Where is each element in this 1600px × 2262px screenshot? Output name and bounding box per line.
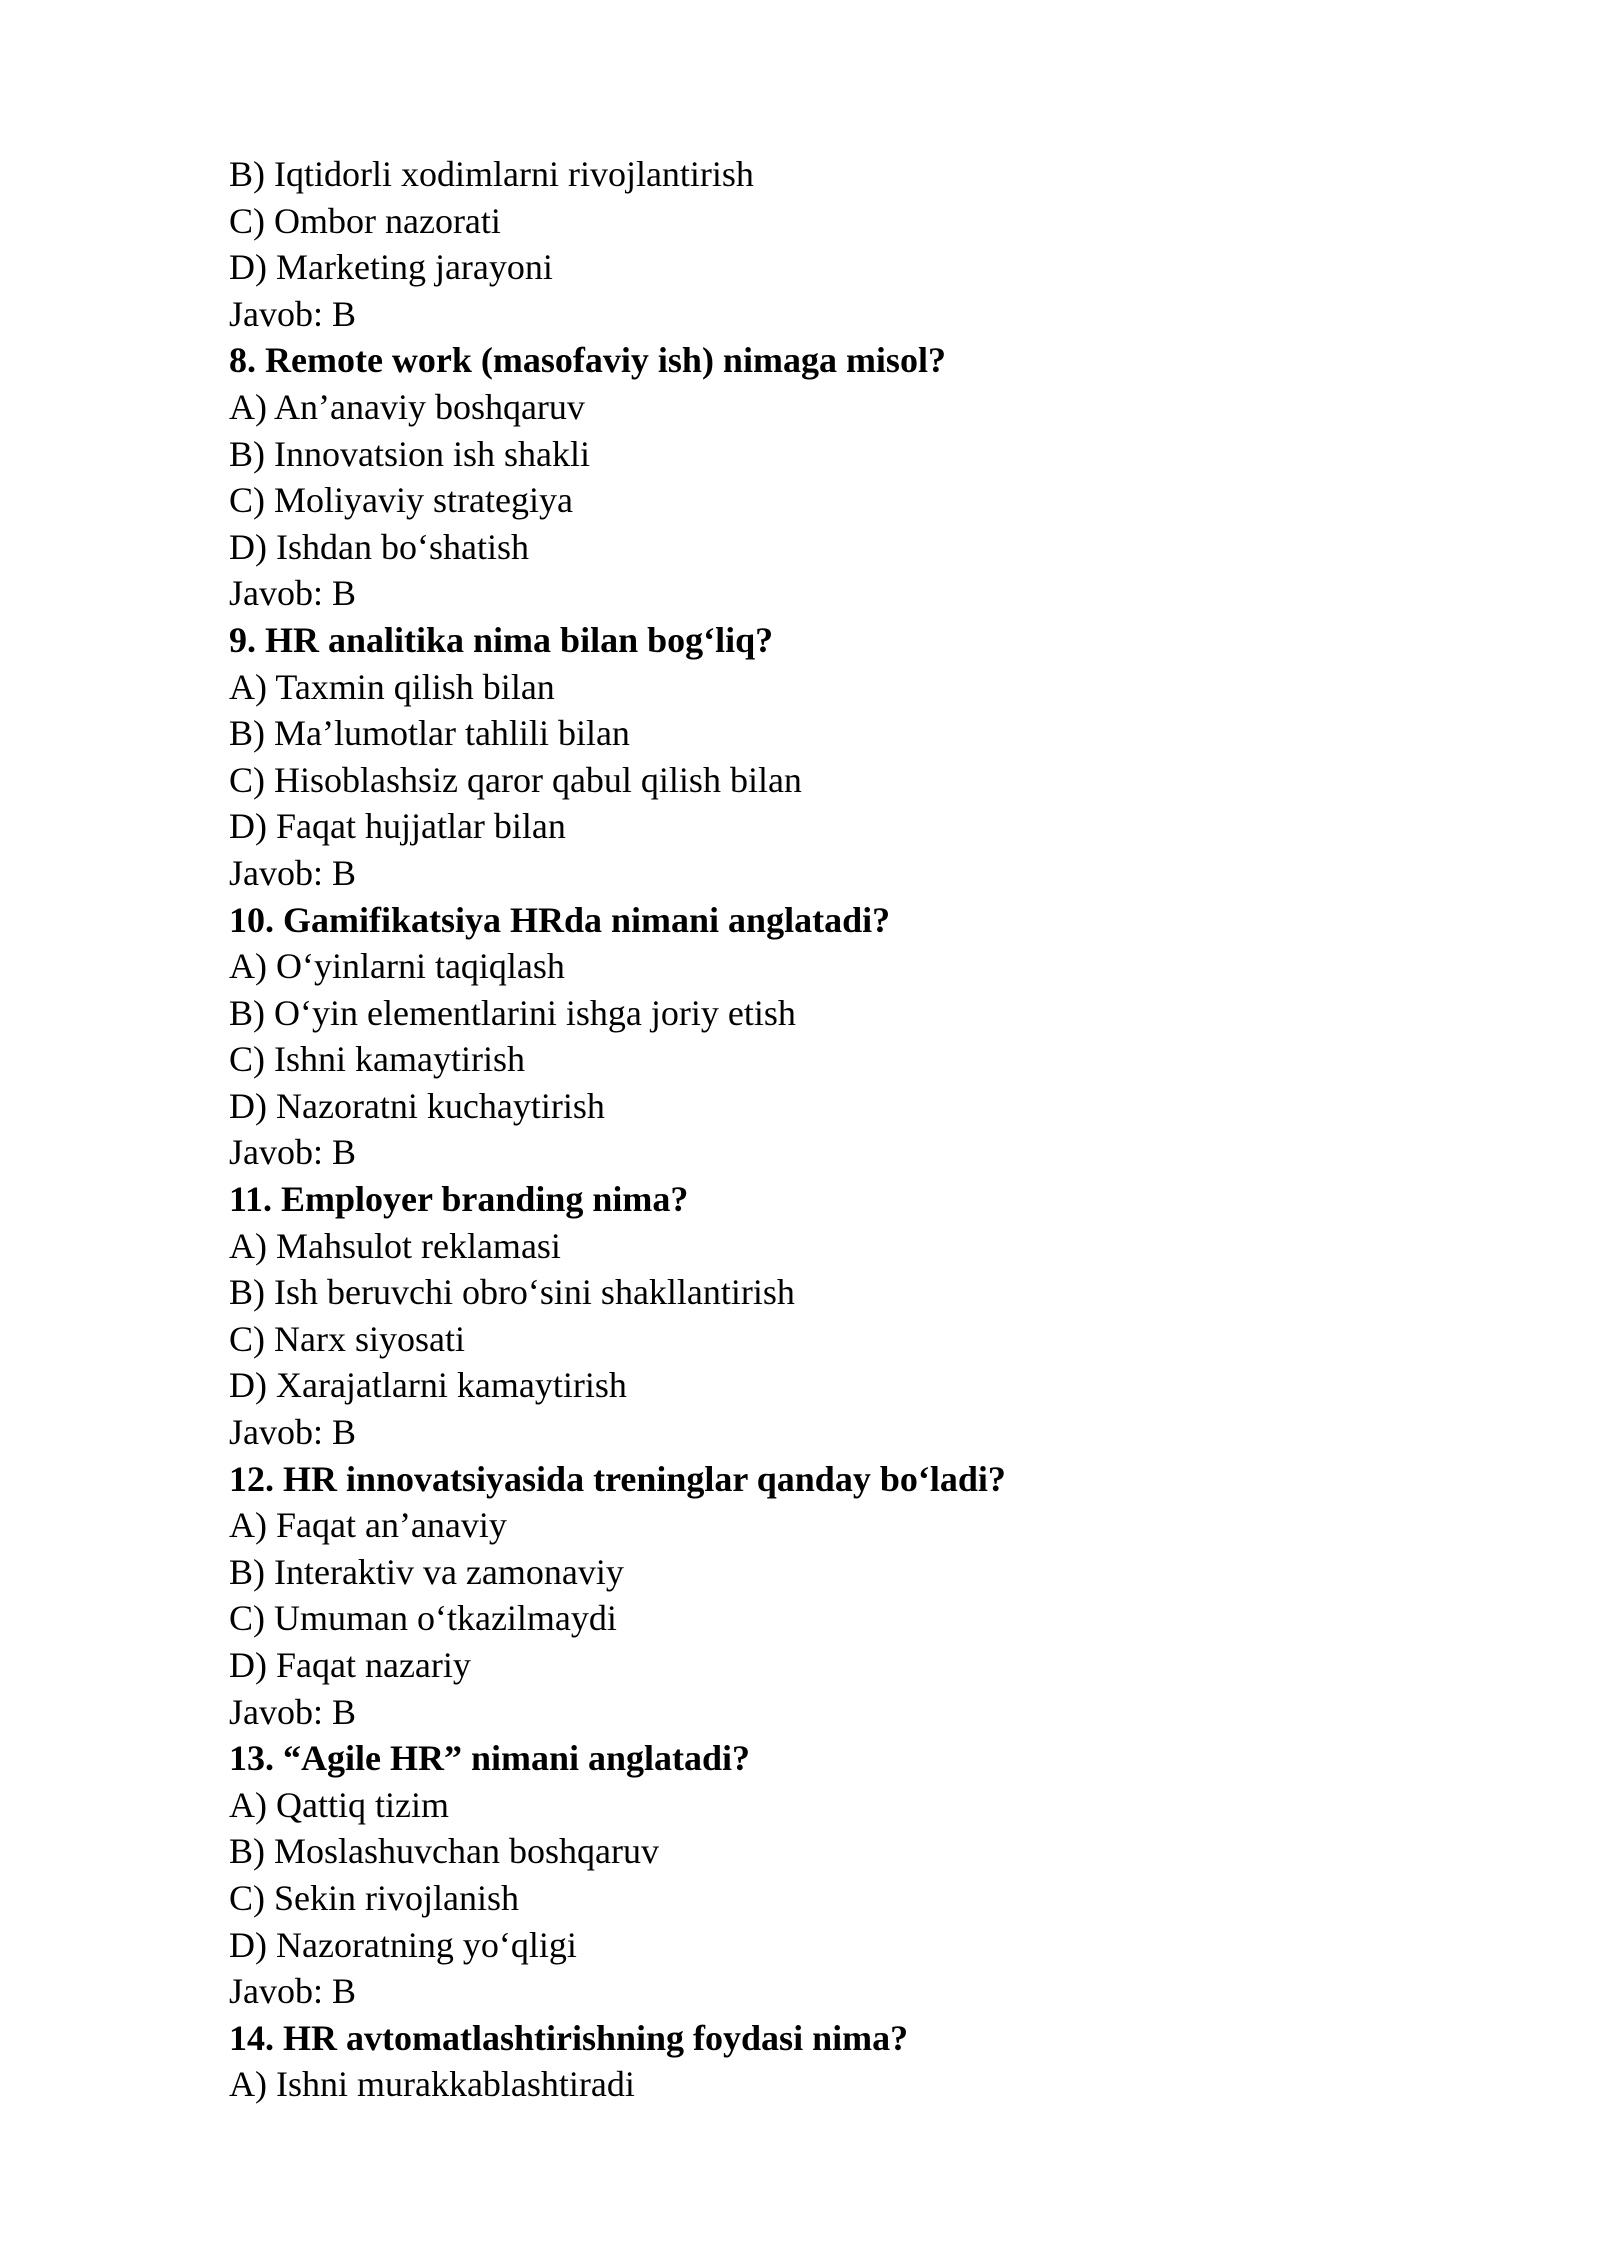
option-line: D) Nazoratning yo‘qligi bbox=[229, 1924, 577, 1965]
option-line: A) Ishni murakkablashtiradi bbox=[229, 2064, 635, 2105]
option-line: D) Xarajatlarni kamaytirish bbox=[229, 1365, 627, 1406]
option-line: C) Hisoblashsiz qaror qabul qilish bilan bbox=[229, 759, 802, 800]
option-line: D) Nazoratni kuchaytirish bbox=[229, 1085, 605, 1126]
question-title: 10. Gamifikatsiya HRda nimani anglatadi? bbox=[229, 899, 891, 940]
option-line: C) Ishni kamaytirish bbox=[229, 1039, 525, 1080]
option-line: C) Moliyaviy strategiya bbox=[229, 480, 573, 521]
page-content bbox=[229, 151, 1469, 2108]
question-title: 11. Employer branding nima? bbox=[229, 1179, 689, 1220]
option-line: A) Qattiq tizim bbox=[229, 1784, 449, 1825]
option-line: D) Faqat nazariy bbox=[229, 1645, 471, 1685]
answer-line: Javob: B bbox=[229, 1691, 357, 1732]
option-line: A) Taxmin qilish bilan bbox=[229, 666, 555, 707]
option-line: D) Marketing jarayoni bbox=[229, 247, 553, 288]
option-line: A) Faqat an’anaviy bbox=[229, 1505, 507, 1546]
option-line: C) Umuman o‘tkazilmaydi bbox=[229, 1598, 617, 1639]
option-line: A) An’anaviy boshqaruv bbox=[229, 386, 585, 427]
question-title: 14. HR avtomatlashtirishning foydasi nima? bbox=[229, 2017, 909, 2058]
option-line: A) O‘yinlarni taqiqlash bbox=[229, 946, 565, 987]
answer-line: Javob: B bbox=[229, 852, 357, 893]
option-line: B) Ma’lumotlar tahlili bilan bbox=[229, 713, 630, 754]
option-line: B) Iqtidorli xodimlarni rivojlantirish bbox=[229, 154, 754, 194]
option-line: B) Ish beruvchi obro‘sini shakllantirish bbox=[229, 1272, 795, 1313]
answer-line: Javob: B bbox=[229, 293, 357, 334]
option-line: C) Narx siyosati bbox=[229, 1318, 465, 1359]
option-line: B) O‘yin elementlarini ishga joriy etish bbox=[229, 992, 796, 1033]
option-line: C) Ombor nazorati bbox=[229, 200, 501, 241]
option-line: D) Faqat hujjatlar bilan bbox=[229, 806, 566, 847]
question-title: 12. HR innovatsiyasida treninglar qanday bo‘ladi? bbox=[229, 1458, 1006, 1499]
answer-line: Javob: B bbox=[229, 1971, 357, 2012]
question-title: 13. “Agile HR” nimani anglatadi? bbox=[229, 1738, 751, 1779]
answer-line: Javob: B bbox=[229, 1412, 357, 1453]
question-title: 9. HR analitika nima bilan bog‘liq? bbox=[229, 619, 774, 660]
option-line: B) Innovatsion ish shakli bbox=[229, 433, 590, 474]
question-title: 8. Remote work (masofaviy ish) nimaga misol? bbox=[229, 340, 946, 381]
option-line: C) Sekin rivojlanish bbox=[229, 1877, 519, 1918]
option-line: B) Interaktiv va zamonaviy bbox=[229, 1551, 624, 1592]
option-line: A) Mahsulot reklamasi bbox=[229, 1225, 561, 1266]
option-line: D) Ishdan bo‘shatish bbox=[229, 526, 529, 567]
option-line: B) Moslashuvchan boshqaruv bbox=[229, 1831, 659, 1872]
answer-line: Javob: B bbox=[229, 573, 357, 614]
answer-line: Javob: B bbox=[229, 1132, 357, 1173]
